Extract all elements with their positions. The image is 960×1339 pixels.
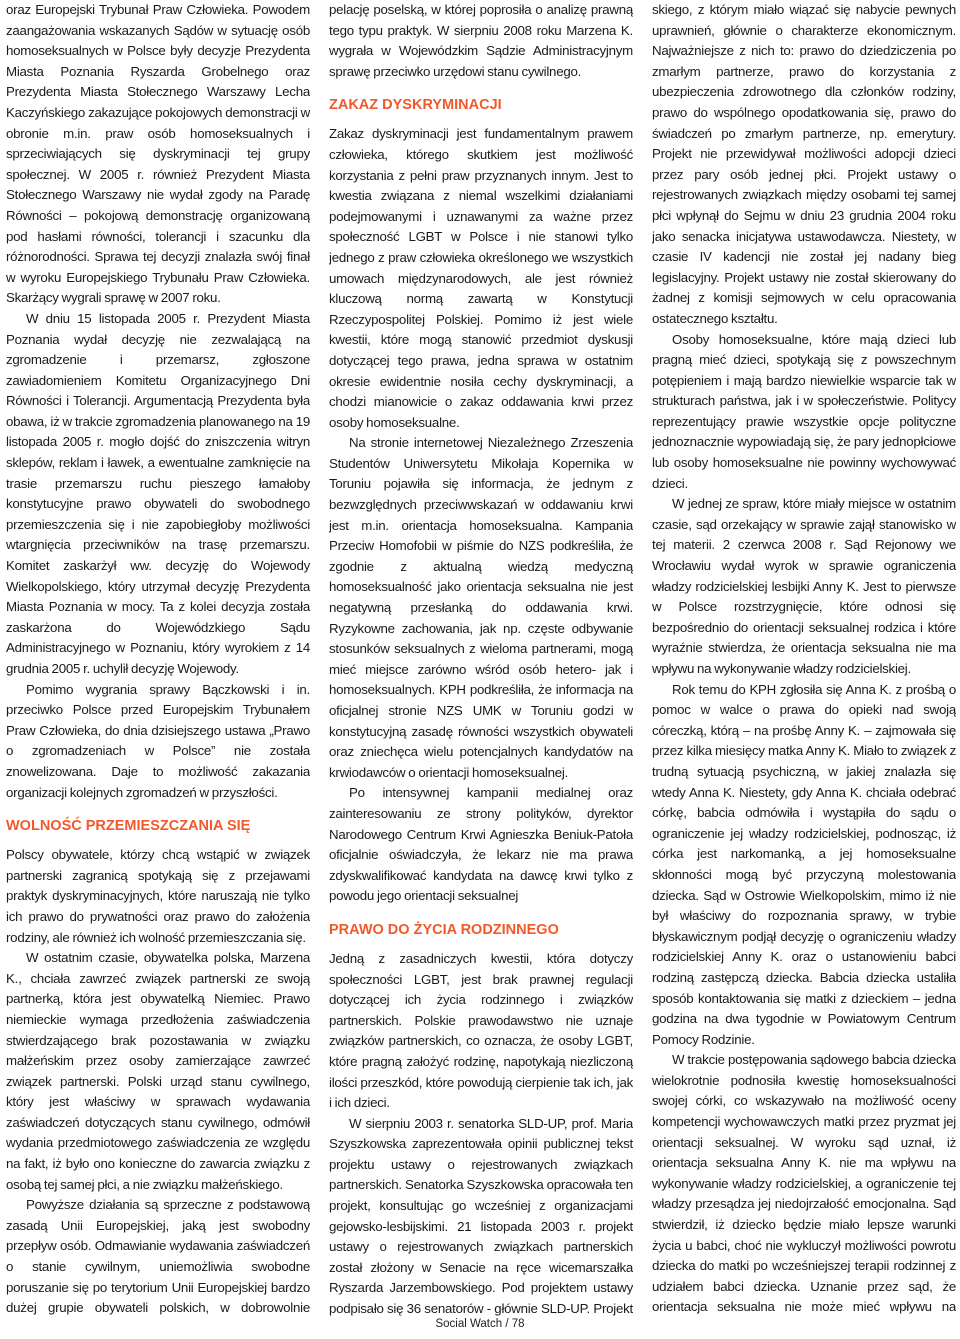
section-heading: ZAKAZ DYSKRYMINACJI <box>329 97 502 114</box>
body-paragraph: W jednej ze spraw, które miały miejsce w ostatnim czasie, sąd orzekający w sprawie zajął stanowisko w tej materii. 2 czerwca 2008 r. Sąd Rejonowy we Wrocławiu wydał wyrok w sprawie ograniczenia władzy rodzicielskiej lesbijki Anny K. Jest to pierwsze w Polsce rozstrzygnięcie, które odnosi się bezpośrednio do orientacji seksualnej rodzica i które wyraźnie stwierdza, że orientacja seksualna nie ma wpływu na wykonywanie władzy rodzicielskiej. <box>652 496 956 676</box>
body-paragraph: W dniu 15 listopada 2005 r. Prezydent Miasta Poznania wydał decyzję nie zezwalającą na zgromadzenie i przemarsz, zgłoszone zawiadomieniem Komitetu Organizacyjnego Dni Równości i Tolerancji. Argumentacją Prezydenta była obawa, iż w trakcie zgromadzenia planowanego na 19 listopada 2005 r. mogło dojść do zniszczenia witryn sklepów, reklam i ławek, a ewentualne zamknięcie na trasie przemarszu ruchu pieszego łamałoby konstytucyjne prawo obywateli do swobodnego przemieszczenia się i nie zapobiegłoby możliwości wtargnięcia przeciwników na trasę przemarszu. Komitet zaskarżył ww. decyzję do Wojewody Wielkopolskiego, który utrzymał decyzję Prezydenta Miasta Poznania w mocy. Ta z kolei decyzja została zaskarżona do Wojewódzkiego Sądu Administracyjnego w Poznaniu, który wyrokiem z 14 grudnia 2005 r. uchylił decyzję Wojewody. <box>6 310 310 676</box>
section-heading: WOLNOŚĆ PRZEMIESZCZANIA SIĘ <box>6 818 251 835</box>
body-paragraph: skiego, z którym miało wiązać się nabycie pewnych uprawnień, głównie o charakterze ekonomicznym. Najważniejsze z nich to: prawo do dziedziczenia po zmarłym partnerze, prawo do korzystania z ubezpieczenia zdrowotnego dla członków rodziny, prawo do wspólnego opodatkowania się, prawo do świadczeń po zmarłym partnerze, np. emerytury. Projekt nie przewidywał możliwości adopcji dzieci przez pary osób jednej płci. Projekt ustawy o rejestrowanych związkach między osobami tej samej płci wpłynął do Sejmu w dniu 23 grudnia 2004 roku jako senacka inicjatywa ustawodawcza. Niestety, w czasie IV kadencji nie został jej nadany bieg legislacyjny. Projekt ustawy nie został skierowany do żadnej z komisji sejmowych w celu opracowania ostatecznego kształtu. <box>652 2 956 326</box>
body-paragraph: Rok temu do KPH zgłosiła się Anna K. z prośbą o pomoc w walce o prawa do opieki nad swoją córeczką, którą – na prośbę Anny K. – zajmowała się przez kilka miesięcy matka Anny K. Miało to związek z trudną sytuacją psychiczną, w jakiej znalazła się wtedy Anna K. Niestety, gdy Anna K. chciała odebrać córkę, babcia odmówiła i wystąpiła do sądu o ograniczenie jej władzy rodzicielskiej, podnosząc, iż córka jest narkomanką, a jej homoseksualne skłonności mogą być przyczyną molestowania dziecka. Sąd w Ostrowie Wielkopolskim, mimo iż nie był właściwy do rozpoznania sprawy, w trybie błyskawicznym podjął decyzję o ograniczeniu władzy rodzicielskiej Anny K. oraz o ustanowieniu babci rodziną zastępczą dziecka. Babcia dziecka ustaliła sposób kontaktowania się matki z dzieckiem – jedna godzina na dwa tygodnie w Powiatowym Centrum Pomocy Rodzinie. <box>652 681 956 1047</box>
body-paragraph: pelację poselską, w której poprosiła o analizę prawną tego typu praktyk. W sierpniu 2008 roku Marzena K. wygrała w Wojewódzkim Sądzie Administracyjnym sprawę przeciwko urzędowi stanu cywilnego. <box>329 2 633 79</box>
page-footer: Social Watch / 78 <box>435 1318 525 1330</box>
column-3 <box>652 0 956 1318</box>
body-paragraph: W trakcie postępowania sądowego babcia dziecka wielokrotnie podnosiła kwestię homoseksualności swojej córki, co wskazywało na możliwość oceny kompetencji wychowawczych matki przez pryzmat jej orientacji seksualnej. W wyroku sąd uznał, iż orientacja seksualna Anny K. nie ma wpływu na wykonywanie władzy rodzicielskiej, a ograniczenie tej władzy przesądza jej niedojrzałość emocjonalna. Sąd stwierdził, iż dziecko będzie miało lepsze warunki życia u babci, choć nie wykluczył możliwości powrotu dziecka do matki po wcześniejszej terapii rodzinnej z udziałem babci dziecka. Uznanie przez sąd, że orientacja seksualna nie może mieć wpływu na <box>652 1052 956 1315</box>
body-paragraph: Po intensywnej kampanii medialnej oraz zainteresowaniu ze strony polityków, dyrektor Narodowego Centrum Krwi Agnieszka Beniuk-Patoła oficjalnie oświadczyła, że lekarz nie ma prawa zdyskwalifikować kandydata na dawcę krwi tylko z powodu jego orientacji seksualnej <box>329 785 633 904</box>
section-heading: PRAWO DO ŻYCIA RODZINNEGO <box>329 921 559 938</box>
body-paragraph: Jedną z zasadniczych kwestii, która dotyczy społeczności LGBT, jest brak prawnej regulacji dotyczącej ich życia rodzinnego i związków partnerskich. Polskie prawodawstwo nie uznaje związków partnerskich, co oznacza, że osoby LGBT, które pragną założyć rodzinę, napotykają niezliczoną ilości przeszkód, które powodują cierpienie tak ich, jak i ich dzieci. <box>329 950 633 1111</box>
body-paragraph: W ostatnim czasie, obywatelka polska, Marzena K., chciała zawrzeć związek partnerski ze swoją partnerką, która jest obywatelką Niemiec. Prawo niemieckie wymaga przedłożenia zaświadczenia stwierdzającego brak pozostawania w związku małżeńskim przez osoby zamierzające zawrzeć związek partnerski. Polski urząd stanu cywilnego, który jest właściwy w sprawach wydawania zaświadczeń dotyczących stanu cywilnego, odmówił wydania przedmiotowego zaświadczenia ze względu na fakt, iż było ono konieczne do zawarcia związku z osobą tej samej płci, a nie związku małżeńskiego. <box>6 950 310 1192</box>
document-page <box>6 0 956 1318</box>
body-paragraph: Na stronie internetowej Niezależnego Zrzeszenia Studentów Uniwersytetu Mikołaja Kopernika w Toruniu pojawiła się informacja, że jednym z bezwzględnych przeciwwskazań w oddawaniu krwi jest m.in. orientacja homoseksualna. Kampania Przeciw Homofobii w piśmie do NZS podkreśliła, że zgodnie z aktualną wiedzą medyczną homoseksualność jako orientacja seksualna nie jest negatywną przesłanką do oddawania krwi. Ryzykowne zachowania, jak np. częste odbywanie stosunków seksualnych z wieloma partnerami, mogą mieć miejsce zarówno wśród osób hetero- jak i homoseksualnych. KPH podkreśliła, że informacja na oficjalnej stronie NZS UMK w Toruniu godzi w konstytucyjną zasadę równości wszystkich obywateli oraz zniechęca wielu potencjalnych kandydatów na krwiodawców o orientacji homoseksualnej. <box>329 435 633 780</box>
body-paragraph: oraz Europejski Trybunał Praw Człowieka. Powodem zaangażowania wskazanych Sądów w sytuację osób homoseksualnych w Polsce były decyzje Prezydenta Miasta Poznania Ryszarda Grobelnego oraz Prezydenta Miasta Stołecznego Warszawy Lecha Kaczyńskiego zakazujące pokojowych demonstracji w obronie m.in. praw osób homoseksualnych i sprzeciwiających się dyskryminacji tej grupy społecznej. W 2005 r. również Prezydent Miasta Stołecznego Warszawy nie wydał zgody na Paradę Równości – pokojową demonstrację organizowaną pod hasłami równości, tolerancji i szacunku dla różnorodności. Sprawa tej decyzji znalazła swój finał w wyroku Europejskiego Trybunału Praw Człowieka. Skarżący wygrali sprawę w 2007 roku. <box>6 2 310 306</box>
body-paragraph: Pomimo wygrania sprawy Bączkowski i in. przeciwko Polsce przed Europejskim Trybunałem Praw Człowieka, do dnia dzisiejszego ustawa „Prawo o zgromadzeniach w Polsce” nie została znowelizowana. Daje to możliwość zakazania organizacji kolejnych zgromadzeń w przyszłości. <box>6 681 310 800</box>
column-2 <box>329 0 633 1318</box>
body-paragraph: Polscy obywatele, którzy chcą wstąpić w związek partnerski zagranicą spotykają się z przejawami praktyk dyskryminacyjnych, które naruszają nie tylko ich prawo do prywatności oraz prawo do założenia rodziny, ale również ich wolność przemieszczania się. <box>6 847 310 945</box>
body-paragraph: Powyższe działania są sprzeczne z podstawową zasadą Unii Europejskiej, jaką jest swobodny przepływ osób. Odmawianie wydawania zaświadczeń o stanie cywilnym, uniemożliwia swobodne poruszanie się po terytorium Unii Europejskiej bardzo dużej grupie obywateli polskich, w dobrowolnie <box>6 1197 310 1316</box>
body-paragraph: W sierpniu 2003 r. senatorka SLD-UP, prof. Maria Szyszkowska zaprezentowała opinii publicznej tekst projektu ustawy o rejestrowanych związkach partnerskich. Senatorka Szyszkowska opracowała ten projekt, konsultując go wcześniej z organizacjami gejowsko-lesbijskimi. 21 listopada 2003 r. projekt ustawy o rejestrowanych związkach partnerskich został złożony w Senacie na ręce wicemarszałka Ryszarda Jarzembowskiego. Pod projektem ustawy podpisało się 36 senatorów - głównie SLD-UP. Projekt <box>329 1115 633 1317</box>
body-paragraph: Zakaz dyskryminacji jest fundamentalnym prawem człowieka, którego skutkiem jest możliwość korzystania z pełni praw przyznanych innym. Jest to kwestia związana z niemal wszelkimi działaniami podejmowanymi i uznawanymi za ważne przez społeczność LGBT w Polsce i nie stanowi tylko jednego z praw człowieka określonego we wszystkich umowach międzynarodowych, ale jest również kluczową normą zawartą w Konstytucji Rzeczypospolitej Polskiej. Pomimo iż jest wiele kwestii, które mogą stanowić przedmiot dyskusji dotyczącej tego prawa, jedna sprawa w ostatnim okresie ewidentnie nosiła cechy dyskryminacji, a chodzi mianowicie o zakaz oddawania krwi przez osoby homoseksualne. <box>329 126 633 430</box>
column-1 <box>6 0 310 1318</box>
body-paragraph: Osoby homoseksualne, które mają dzieci lub pragną mieć dzieci, spotykają się z powszechnym potępieniem i mają bardzo niewielkie wsparcie tak w strukturach państwa, jak i w społeczeństwie. Politycy reprezentujący prawie wszystkie opcje polityczne jednoznacznie wypowiadają się, że pary jednopłciowe lub osoby homoseksualne nie powinny wychowywać dzieci. <box>652 331 956 491</box>
